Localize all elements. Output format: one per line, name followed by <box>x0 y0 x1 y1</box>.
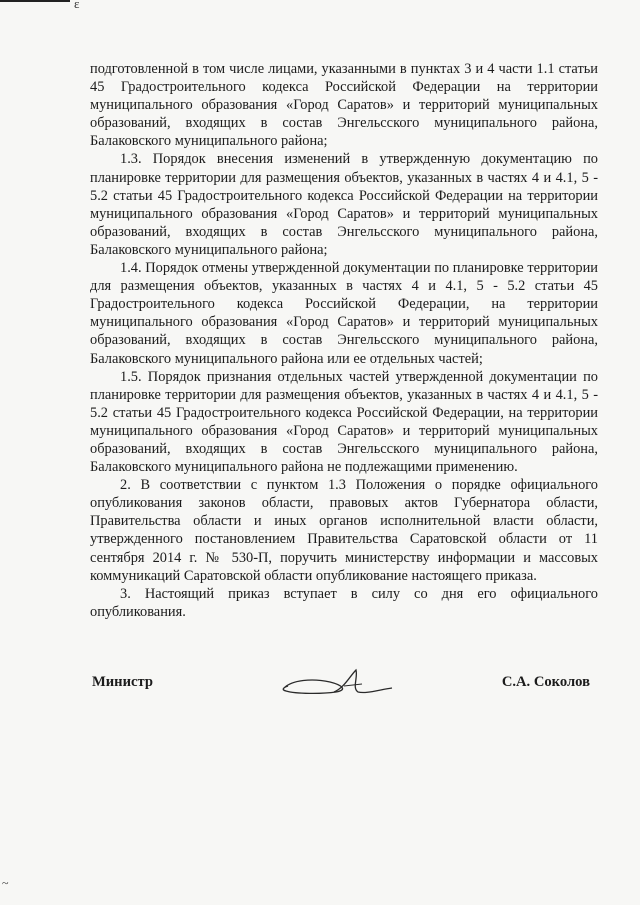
signatory-name: С.А. Соколов <box>501 674 590 690</box>
handwritten-signature <box>278 664 398 700</box>
paragraph-3: 3. Настоящий приказ вступает в силу со дня его официального опубликования. <box>90 585 598 620</box>
scan-edge-mark-bottom: ~ <box>2 876 9 890</box>
scan-edge-mark <box>0 0 70 6</box>
document-body <box>90 60 598 621</box>
paragraph-1-4: 1.4. Порядок отмены утвержденной документации по планировке территории для размещения объектов, указанных в частях 4 и 4.1, 5 - 5.2 статьи 45 Градостроительного кодекса Российской Федерации, на территории муниципального образования «Город Саратов» и территорий муниципальных образований, входящих в состав Энгельсского муниципального района, Балаковского муниципального района или ее отдельных частей; <box>90 260 598 367</box>
paragraph-1-5: 1.5. Порядок признания отдельных частей утвержденной документации по планировке территории для размещения объектов, указанных в частях 4 и 4.1, 5 - 5.2 статьи 45 Градостроительного кодекса Российской Федерации, на территории муниципального образования «Город Саратов» и территорий муниципальных образований, входящих в состав Энгельсского муниципального района, Балаковского муниципального района не подлежащими применению. <box>90 368 598 476</box>
scan-artifact-mark: ɛ <box>74 0 80 11</box>
paragraph-2: 2. В соответствии с пунктом 1.3 Положения о порядке официального опубликования законов области, правовых актов Губернатора области, Правительства области и иных органов исполнительной власти области, утвержденного постановлением Правительства Саратовской области от 11 сентября 2014 г. № 530-П, поручить министерству информации и массовых коммуникаций Саратовской области опубликование настоящего приказа. <box>90 477 598 584</box>
signatory-title: Министр <box>92 674 153 690</box>
paragraph-continuation: подготовленной в том числе лицами, указанными в пунктах 3 и 4 части 1.1 статьи 45 Градостроительного кодекса Российской Федерации на территории муниципального образования «Город Саратов» и территорий муниципальных образований, входящих в состав Энгельсского муниципального района, Балаковского муниципального района; <box>90 61 598 150</box>
signature-block <box>92 674 590 704</box>
paragraph-1-3: 1.3. Порядок внесения изменений в утвержденную документацию по планировке территории для размещения объектов, указанных в частях 4 и 4.1, 5 - 5.2 статьи 45 Градостроительного кодекса Российской Федерации на территории муниципального образования «Город Саратов» и территорий муниципальных образований, входящих в состав Энгельсского муниципального района, Балаковского муниципального района; <box>90 151 598 258</box>
